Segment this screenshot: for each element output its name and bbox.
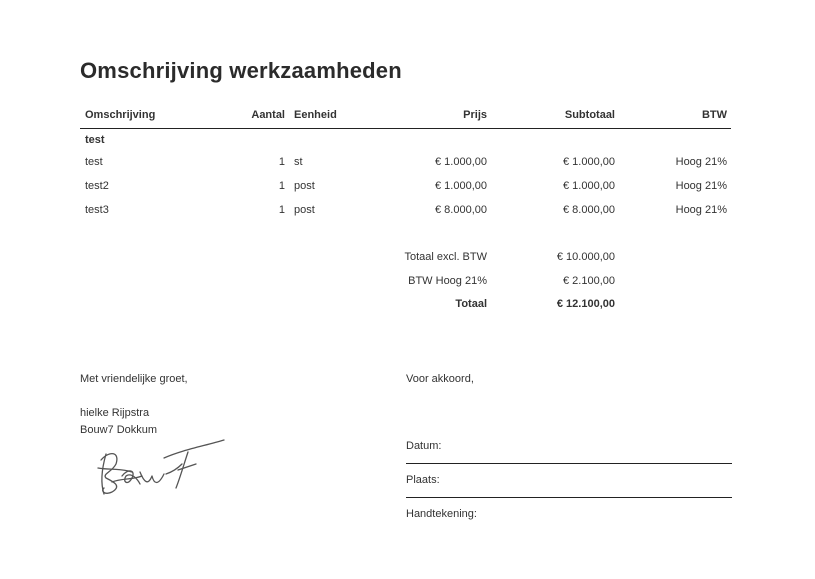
- page-title: Omschrijving werkzaamheden: [80, 58, 402, 83]
- row-description: test2: [85, 180, 109, 192]
- total-label: Totaal: [455, 298, 487, 310]
- sender-company: Bouw7 Dokkum: [80, 424, 158, 436]
- date-label: Datum:: [406, 440, 442, 452]
- total-excl-value: € 10.000,00: [556, 251, 615, 263]
- vat-value: € 2.100,00: [563, 275, 615, 287]
- row-quantity: 1: [278, 204, 285, 216]
- date-line: [406, 463, 732, 464]
- row-quantity: 1: [278, 180, 285, 192]
- row-subtotal: € 1.000,00: [563, 156, 615, 168]
- row-vat: Hoog 21%: [675, 180, 727, 192]
- place-line: [406, 497, 732, 498]
- group-title: test: [85, 134, 105, 146]
- approval-heading: Voor akkoord,: [406, 373, 474, 385]
- place-label: Plaats:: [406, 474, 440, 486]
- signature-label: Handtekening:: [406, 508, 477, 520]
- header-description: Omschrijving: [85, 109, 156, 121]
- total-excl-label: Totaal excl. BTW: [404, 251, 487, 263]
- header-subtotal: Subtotaal: [564, 109, 615, 121]
- row-price: € 1.000,00: [435, 180, 487, 192]
- closing-greeting: Met vriendelijke groet,: [80, 373, 188, 385]
- header-vat: BTW: [701, 109, 727, 121]
- row-price: € 8.000,00: [435, 204, 487, 216]
- vat-label: BTW Hoog 21%: [408, 275, 487, 287]
- row-price: € 1.000,00: [435, 156, 487, 168]
- row-subtotal: € 8.000,00: [563, 204, 615, 216]
- sender-name: hielke Rijpstra: [80, 407, 150, 419]
- total-value: € 12.100,00: [556, 298, 615, 310]
- row-description: test: [85, 156, 103, 168]
- row-unit: post: [294, 180, 315, 192]
- header-unit: Eenheid: [294, 109, 337, 121]
- row-vat: Hoog 21%: [675, 156, 727, 168]
- row-description: test3: [85, 204, 109, 216]
- row-unit: post: [294, 204, 315, 216]
- row-unit: st: [294, 156, 303, 168]
- row-quantity: 1: [278, 156, 285, 168]
- row-vat: Hoog 21%: [675, 204, 727, 216]
- row-subtotal: € 1.000,00: [563, 180, 615, 192]
- header-quantity: Aantal: [251, 109, 285, 121]
- signature-image: [92, 438, 228, 500]
- header-price: Prijs: [463, 109, 487, 121]
- header-divider: [80, 128, 731, 129]
